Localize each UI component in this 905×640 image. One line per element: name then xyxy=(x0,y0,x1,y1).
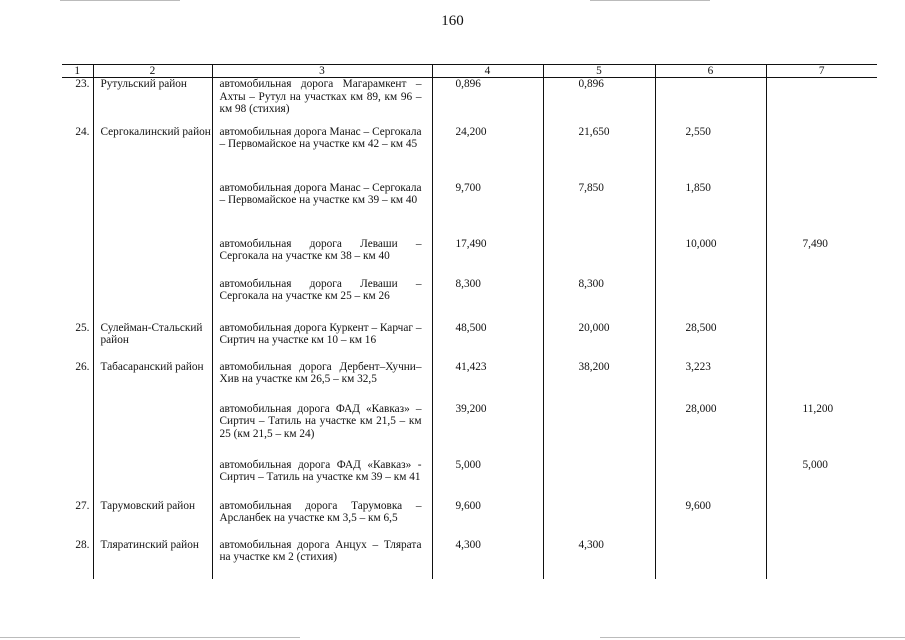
value-col-7 xyxy=(766,361,877,403)
value-col-7: 11,200 xyxy=(766,403,877,459)
value-col-5: 0,896 xyxy=(543,78,655,126)
top-edge-line-right xyxy=(590,0,710,1)
value-col-6: 28,000 xyxy=(655,403,766,459)
column-header-1: 1 xyxy=(62,65,93,78)
road-works-table xyxy=(62,64,877,579)
row-number xyxy=(62,403,93,459)
region-name: Сулейман-Стальский район xyxy=(93,322,212,361)
table-row xyxy=(62,403,877,459)
value-col-5 xyxy=(543,500,655,539)
table-row xyxy=(62,500,877,539)
value-col-4: 0,896 xyxy=(432,78,543,126)
value-col-6: 10,000 xyxy=(655,238,766,278)
road-description: автомобильная дорога Леваши – Сергокала на участке км 38 – км 40 xyxy=(212,238,432,278)
table-row xyxy=(62,238,877,278)
table-row xyxy=(62,78,877,126)
row-number: 28. xyxy=(75,538,90,551)
value-col-5: 20,000 xyxy=(543,322,655,361)
value-col-5: 4,300 xyxy=(543,539,655,579)
value-col-6: 9,600 xyxy=(655,500,766,539)
page-number: 160 xyxy=(441,13,464,29)
value-col-7: 5,000 xyxy=(766,459,877,500)
value-col-4: 9,600 xyxy=(432,500,543,539)
column-header-6: 6 xyxy=(655,65,766,78)
road-description: автомобильная дорога Манас – Сергокала – Первомайское на участке км 42 – км 45 xyxy=(212,126,432,182)
value-col-5: 8,300 xyxy=(543,278,655,322)
top-edge-line-left xyxy=(60,0,180,1)
value-col-5: 21,650 xyxy=(543,126,655,182)
row-number xyxy=(62,459,93,500)
road-description: автомобильная дорога Тарумовка – Арсланбек на участке км 3,5 – км 6,5 xyxy=(212,500,432,539)
value-col-4: 4,300 xyxy=(432,539,543,579)
value-col-4: 9,700 xyxy=(432,182,543,238)
road-description: автомобильная дорога Леваши – Сергокала на участке км 25 – км 26 xyxy=(212,278,432,322)
row-number: 26. xyxy=(75,360,90,373)
value-col-5 xyxy=(543,238,655,278)
value-col-6 xyxy=(655,278,766,322)
column-header-3: 3 xyxy=(212,65,432,78)
region-name xyxy=(93,459,212,500)
value-col-7: 7,490 xyxy=(766,238,877,278)
value-col-6: 3,223 xyxy=(655,361,766,403)
value-col-5: 38,200 xyxy=(543,361,655,403)
bottom-edge-line-left xyxy=(0,637,300,638)
value-col-7 xyxy=(766,500,877,539)
region-name: Сергокалинский район xyxy=(93,126,212,182)
value-col-4: 41,423 xyxy=(432,361,543,403)
value-col-6: 2,550 xyxy=(655,126,766,182)
row-number xyxy=(62,238,93,278)
road-description: автомобильная дорога Магарамкент – Ахты – Рутул на участках км 89, км 96 – км 98 (стихия) xyxy=(212,78,432,126)
row-number: 24. xyxy=(75,125,90,138)
region-name xyxy=(93,278,212,322)
table-row xyxy=(62,459,877,500)
table-row xyxy=(62,278,877,322)
value-col-7 xyxy=(766,539,877,579)
value-col-6 xyxy=(655,78,766,126)
table-row xyxy=(62,539,877,579)
road-description: автомобильная дорога ФАД «Кавказ» – Сиртич – Татиль на участке км 21,5 – км 25 (км 21,5 – км 24) xyxy=(212,403,432,459)
value-col-4: 5,000 xyxy=(432,459,543,500)
column-number-header-row xyxy=(62,65,877,78)
value-col-4: 24,200 xyxy=(432,126,543,182)
column-header-7: 7 xyxy=(766,65,877,78)
region-name: Табасаранский район xyxy=(93,361,212,403)
value-col-4: 39,200 xyxy=(432,403,543,459)
region-name xyxy=(93,238,212,278)
region-name xyxy=(93,403,212,459)
region-name xyxy=(93,182,212,238)
road-description: автомобильная дорога Манас – Сергокала – Первомайское на участке км 39 – км 40 xyxy=(212,182,432,238)
row-number xyxy=(62,278,93,322)
value-col-6 xyxy=(655,459,766,500)
value-col-6: 28,500 xyxy=(655,322,766,361)
road-description: автомобильная дорога Куркент – Карчаг – Сиртич на участке км 10 – км 16 xyxy=(212,322,432,361)
column-header-4: 4 xyxy=(432,65,543,78)
row-number: 27. xyxy=(75,499,90,512)
value-col-4: 17,490 xyxy=(432,238,543,278)
value-col-4: 48,500 xyxy=(432,322,543,361)
value-col-5 xyxy=(543,403,655,459)
road-description: автомобильная дорога Анцух – Тлярата на участке км 2 (стихия) xyxy=(212,539,432,579)
value-col-5 xyxy=(543,459,655,500)
row-number xyxy=(62,182,93,238)
value-col-7 xyxy=(766,322,877,361)
row-number: 25. xyxy=(75,321,90,334)
road-description: автомобильная дорога ФАД «Кавказ» - Сиртич – Татиль на участке км 39 – км 41 xyxy=(212,459,432,500)
value-col-7 xyxy=(766,126,877,182)
value-col-7 xyxy=(766,182,877,238)
road-description: автомобильная дорога Дербент–Хучни–Хив на участке км 26,5 – км 32,5 xyxy=(212,361,432,403)
value-col-7 xyxy=(766,278,877,322)
bottom-edge-line-right xyxy=(600,637,905,638)
table-row xyxy=(62,126,877,182)
region-name: Тарумовский район xyxy=(93,500,212,539)
region-name: Тляратинский район xyxy=(93,539,212,579)
column-header-2: 2 xyxy=(93,65,212,78)
table-row xyxy=(62,322,877,361)
value-col-6: 1,850 xyxy=(655,182,766,238)
value-col-7 xyxy=(766,78,877,126)
value-col-4: 8,300 xyxy=(432,278,543,322)
value-col-6 xyxy=(655,539,766,579)
region-name: Рутульский район xyxy=(93,78,212,126)
row-number: 23. xyxy=(75,78,90,90)
value-col-5: 7,850 xyxy=(543,182,655,238)
column-header-5: 5 xyxy=(543,65,655,78)
table-row xyxy=(62,361,877,403)
table-row xyxy=(62,182,877,238)
